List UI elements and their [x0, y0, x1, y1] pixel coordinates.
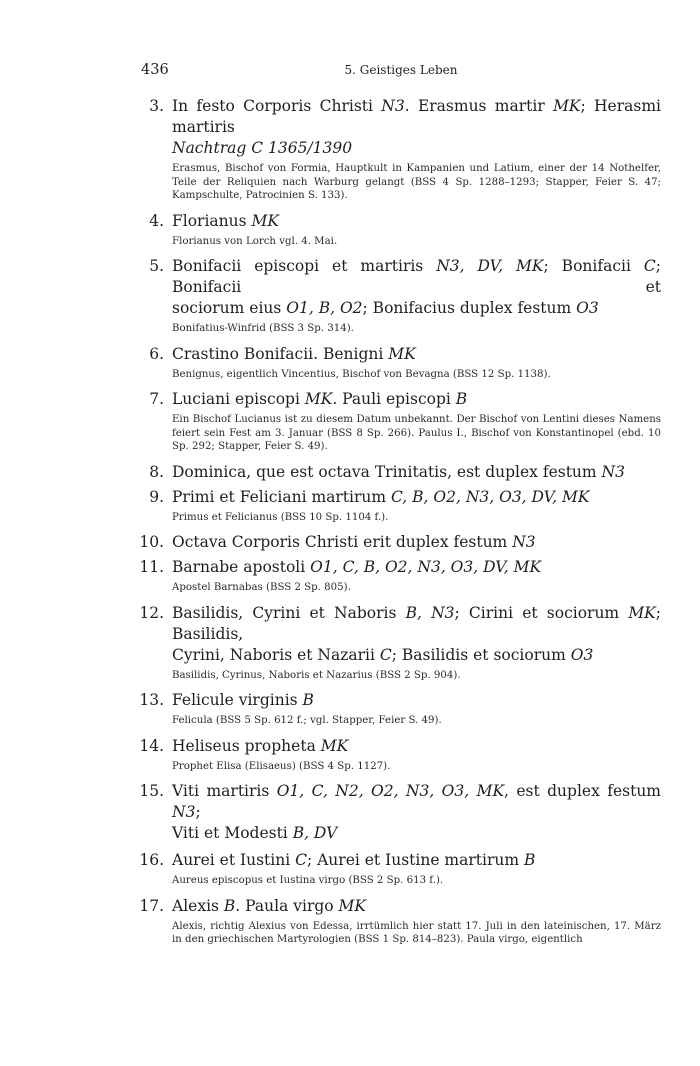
source-siglum: O1, B, O2 — [286, 299, 363, 317]
source-siglum: O1, C, N2, O2, N3, O3, MK — [276, 782, 505, 800]
entry-text-line — [172, 298, 661, 319]
calendar-entry — [133, 96, 661, 203]
entry-text: ; Aurei et Iustine martirum — [306, 851, 524, 869]
entry-text-line — [172, 896, 661, 917]
entry-text-line — [172, 850, 661, 871]
entry-text: ; Bonifacius duplex festum — [362, 299, 577, 317]
entry-text: . Paula virgo — [235, 896, 339, 915]
entry-text: ; Herasmi martiris — [172, 97, 661, 136]
entry-text: Viti martiris — [172, 782, 277, 800]
entry-text: ; Bonifacii — [543, 257, 644, 275]
calendar-entry — [133, 256, 661, 336]
source-siglum: B — [523, 851, 536, 869]
entry-text: ; Basilidis, — [172, 603, 661, 643]
calendar-entries — [133, 96, 661, 947]
entry-text-line — [172, 603, 661, 645]
entry-text: Heliseus propheta — [172, 736, 321, 755]
source-siglum: MK — [338, 896, 366, 915]
entry-commentary: Ein Bischof Lucianus ist zu diesem Datum unbekannt. Der Bischof von Lentini dieses Namens feiert sein Fest am 3. Januar (BSS 8 Sp. 266). Paulus I., Bischof von Konstantinopel (ebd. 10 Sp. 292; Stapper, Feier S. 49). — [172, 414, 661, 452]
source-siglum: O3 — [570, 645, 594, 664]
calendar-entry — [133, 557, 661, 595]
source-siglum: B, N3 — [405, 603, 455, 622]
entry-text-line — [172, 211, 661, 232]
entry-text-line — [172, 557, 661, 578]
entry-text-line — [172, 138, 661, 159]
source-siglum: N3 — [381, 97, 405, 115]
source-siglum: C — [643, 257, 656, 275]
source-siglum: N3, DV, MK — [436, 257, 544, 275]
entry-text: Alexis — [172, 896, 224, 915]
entry-day-number: 9. — [149, 487, 164, 506]
entry-text-line — [172, 645, 661, 666]
entry-text: Felicule virginis — [172, 691, 303, 709]
calendar-entry — [133, 389, 661, 454]
entry-day-number: 14. — [139, 736, 164, 755]
source-siglum: O1, C, B, O2, N3, O3, DV, MK — [310, 558, 542, 576]
source-siglum: C, B, O2, N3, O3, DV, MK — [391, 487, 590, 506]
entry-text: sociorum eius — [172, 299, 287, 317]
source-siglum: MK — [304, 390, 333, 408]
running-head: 5. Geistiges Leben — [344, 63, 458, 77]
calendar-entry — [133, 487, 661, 525]
entry-day-number: 5. — [149, 257, 164, 275]
entry-text: Florianus — [172, 211, 252, 230]
source-siglum: C — [379, 645, 392, 664]
entry-commentary: Benignus, eigentlich Vincentius, Bischof von Bevagna (BSS 12 Sp. 1138). — [172, 368, 551, 380]
entry-commentary: Prophet Elisa (Elisaeus) (BSS 4 Sp. 1127). — [172, 760, 391, 772]
entry-text-line — [172, 96, 661, 138]
entry-commentary: Aureus episcopus et Iustina virgo (BSS 2 Sp. 613 f.). — [172, 875, 444, 886]
calendar-entry — [133, 211, 661, 249]
entry-day-number: 8. — [149, 462, 164, 481]
entry-day-number: 6. — [149, 344, 164, 363]
entry-commentary: Florianus von Lorch vgl. 4. Mai. — [172, 235, 338, 247]
entry-text: Primi et Feliciani martirum — [172, 487, 391, 506]
source-siglum: B — [223, 896, 236, 915]
entry-text: Dominica, que est octava Trinitatis, est duplex festum — [172, 462, 602, 481]
entry-text-line — [172, 462, 661, 483]
entry-day-number: 7. — [149, 390, 164, 408]
entry-commentary: Basilidis, Cyrinus, Naboris et Nazarius (BSS 2 Sp. 904). — [172, 669, 461, 681]
entry-text: . Erasmus martir — [404, 97, 554, 115]
entry-day-number: 17. — [139, 896, 164, 915]
entry-text-line — [172, 389, 661, 410]
source-siglum: B, DV — [292, 824, 338, 842]
entry-day-number: 11. — [139, 558, 164, 576]
source-siglum: MK — [251, 211, 279, 230]
entry-text: ; Cirini et sociorum — [454, 603, 629, 622]
entry-text: . Pauli episcopi — [332, 390, 456, 408]
entry-commentary: Bonifatius-Winfrid (BSS 3 Sp. 314). — [172, 323, 354, 334]
calendar-entry — [133, 690, 661, 728]
source-siglum: MK — [388, 344, 416, 363]
calendar-entry — [133, 736, 661, 774]
entry-day-number: 3. — [149, 97, 164, 115]
calendar-entry — [133, 462, 661, 483]
entry-text: Barnabe apostoli — [172, 558, 311, 576]
source-siglum: MK — [628, 603, 656, 622]
calendar-entry — [133, 896, 661, 947]
page-header — [141, 62, 661, 82]
entry-text: Crastino Bonifacii. Benigni — [172, 344, 389, 363]
page-number: 436 — [141, 62, 169, 78]
entry-text: Viti et Modesti — [172, 824, 293, 842]
source-siglum: C — [295, 851, 307, 869]
entry-commentary: Felicula (BSS 5 Sp. 612 f.; vgl. Stapper, Feier S. 49). — [172, 715, 442, 726]
entry-text-line — [172, 487, 661, 508]
entry-text-line — [172, 532, 661, 553]
entry-day-number: 10. — [139, 533, 164, 551]
entry-day-number: 16. — [139, 851, 164, 869]
calendar-entry — [133, 850, 661, 888]
entry-day-number: 12. — [139, 603, 164, 622]
source-siglum: O3 — [576, 299, 599, 317]
entry-text-line — [172, 256, 661, 298]
entry-day-number: 15. — [139, 782, 164, 800]
source-siglum: B — [302, 691, 314, 709]
source-siglum: MK — [553, 97, 581, 115]
entry-text-line — [172, 344, 661, 365]
entry-text: , est duplex festum — [504, 782, 661, 800]
entry-text: Luciani episcopi — [172, 390, 305, 408]
entry-text: Cyrini, Naboris et Nazarii — [172, 645, 380, 664]
entry-text: Octava Corporis Christi erit duplex festum — [172, 533, 513, 551]
source-siglum: MK — [320, 736, 349, 755]
source-siglum: N3 — [172, 803, 196, 821]
entry-text-line — [172, 823, 661, 844]
source-siglum: N3 — [601, 462, 625, 481]
entry-text: ; Basilidis et sociorum — [391, 645, 571, 664]
entry-text-line — [172, 736, 661, 757]
entry-text: Bonifacii episcopi et martiris — [172, 257, 437, 275]
entry-text: In festo Corporis Christi — [172, 97, 382, 115]
source-siglum: N3 — [512, 533, 536, 551]
entry-text: ; — [195, 803, 201, 821]
source-siglum: Nachtrag C 1365/1390 — [172, 139, 353, 157]
entry-text: Basilidis, Cyrini et Naboris — [172, 603, 406, 622]
source-siglum: B — [455, 390, 468, 408]
entry-commentary: Primus et Felicianus (BSS 10 Sp. 1104 f.). — [172, 511, 389, 523]
entry-day-number: 13. — [139, 691, 164, 709]
calendar-entry — [133, 532, 661, 553]
entry-text: ; Bonifacii et — [172, 257, 661, 296]
entry-text-line — [172, 690, 661, 711]
calendar-entry — [133, 781, 661, 844]
entry-text-line — [172, 781, 661, 823]
entry-commentary: Erasmus, Bischof von Formia, Hauptkult in Kampanien und Latium, einer der 14 Nothelfer, Teile der Reliquien nach Warburg gelangt (BSS 4 Sp. 1288–1293; Stapper, Feier S. 47; Kampschulte, Patrocinien S. 133). — [172, 163, 661, 201]
entry-commentary: Apostel Barnabas (BSS 2 Sp. 805). — [172, 582, 351, 593]
entry-commentary: Alexis, richtig Alexius von Edessa, irrtümlich hier statt 17. Juli in den lateinischen, 17. März in den griechischen Martyrologien (BSS 1 Sp. 814–823). Paula virgo, eigentlich — [172, 920, 661, 945]
entry-text: Aurei et Iustini — [172, 851, 296, 869]
calendar-entry — [133, 344, 661, 382]
calendar-entry — [133, 603, 661, 683]
entry-day-number: 4. — [149, 211, 164, 230]
